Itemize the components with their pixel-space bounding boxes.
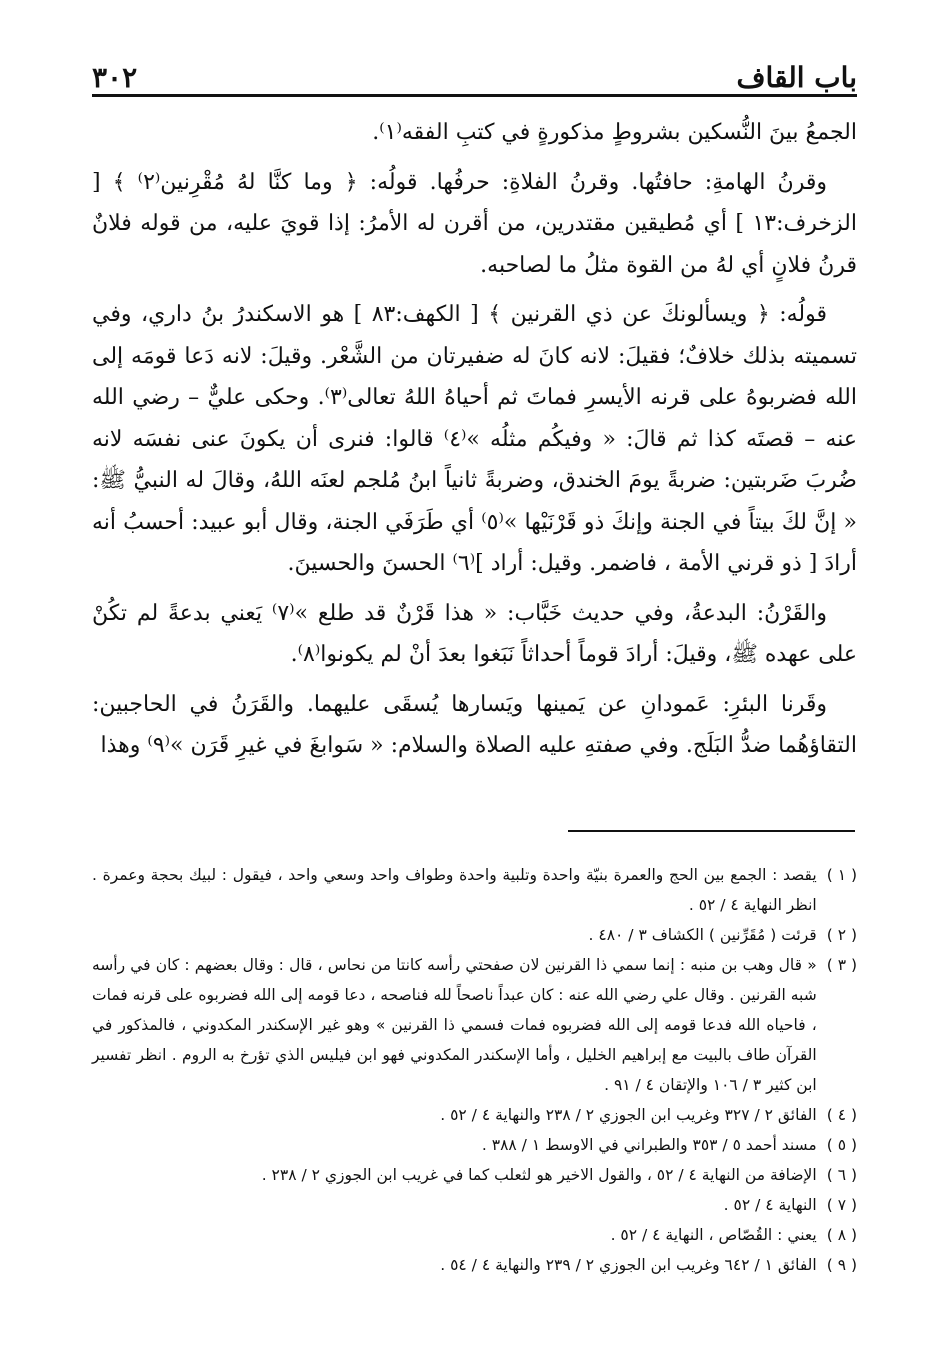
footnote-text: قرئت ( مُقَرِّنين ) الكشاف ٣ / ٤٨٠ . [588, 926, 817, 944]
footnote-9 [92, 1250, 857, 1280]
footnote-4 [92, 1100, 857, 1130]
footnotes [92, 860, 857, 1280]
paragraph-1: الجمعُ بينَ النُّسكين بشروطٍ مذكورةٍ في كتبِ الفقه⁽١⁾. [372, 120, 857, 145]
footnote-8 [92, 1220, 857, 1250]
footnote-text: « قال وهب بن منبه : إنما سمي ذا القرنين لان صفحتي رأسه كانتا من نحاس ، قال : وقال بعضهم : كان في رأسه شبه القرنين . وقال علي رضي الله عنه : كان عبداً ناصحاً لله فناصحه ، دعا قومه إلى الله فضربوه على قرنه فمات ، فاحياه الله فدعا قومه إلى الله فضربوه فمات فسمي ذا القرنين » وهو غير الإسكندر المكدوني ، فالمذكور في القرآن طاف بالبيت مع إبراهيم الخليل ، وأما الإسكندر المكدوني فهو ابن فيليس الذي تؤرخ به الروم . انظر تفسير ابن كثير ٣ / ١٠٦ والإتقان ٤ / ٩١ . [92, 956, 817, 1094]
footnote-text: يعني : القُصّاص ، النهاية ٤ / ٥٢ . [610, 1226, 817, 1244]
paragraph-2: وقرنُ الهامةِ: حافتُها. وقرنُ الفلاةِ: حرفُها. قولُه: ﴿ وما كنَّا لهُ مُقْرِنين⁽٢⁾ ﴾ [ الزخرف:١٣ ] أي مُطيقين مقتدرين، من أقرن له الأمرُ: إذا قويَ عليه، من قوله فلانٌ قرنُ فلانٍ أي لهُ من القوة مثلُ ما لصاحبه. [92, 169, 857, 278]
footnote-text: الإضافة من النهاية ٤ / ٥٢ ، والقول الاخير هو لثعلب كما في غريب ابن الجوزي ٢ / ٢٣٨ . [261, 1166, 817, 1184]
footnote-number: ( ٢ ) [826, 926, 857, 944]
footnote-5 [92, 1130, 857, 1160]
paragraph-4: والقَرْنُ: البدعةُ، وفي حديث خَبَّاب: « هذا قَرْنٌ قد طلع »⁽٧⁾ يَعني بدعةً لم تكُنْ على عهده ﷺ، وقيلَ: أرادَ قوماً أحداثاً نَبَغوا بعدَ أنْ لم يكونوا⁽٨⁾. [92, 600, 857, 667]
footnote-divider [568, 830, 855, 832]
footnote-number: ( ٥ ) [826, 1136, 857, 1154]
footnote-number: ( ٤ ) [826, 1106, 857, 1124]
footnote-number: ( ٦ ) [826, 1166, 857, 1184]
footnote-number: ( ٧ ) [826, 1196, 857, 1214]
footnote-7 [92, 1190, 857, 1220]
footnote-text: الفائق ٢ / ٣٢٧ وغريب ابن الجوزي ٢ / ٢٣٨ والنهاية ٤ / ٥٢ . [440, 1106, 817, 1124]
paragraph-3: قولُه: ﴿ ويسألونكَ عن ذي القرنين ﴾ [ الكهف:٨٣ ] هو الاسكندرُ بنُ داري، وفي تسميته بذلك خلافٌ؛ فقيلَ: لانه كانَ له ضفيرتان من الشَّعْر. وقيلَ: لانه دَعا قومَه إلى الله فضربوهُ على قرنه الأيسرِ فماتَ ثم أحياهُ اللهُ تعالى⁽٣⁾. وحكى عليٌّ – رضي الله عنه – قصتَه كذا ثم قالَ: « وفيكُم مثلُه »⁽٤⁾ قالوا: فنرى أن يكونَ عنى نفسَه لانه ضُربَ ضَربتين: ضربةً يومَ الخندق، وضربةً ثانياً ابنُ مُلجم لعنَه اللهُ، وقالَ له النبيُّ ﷺ: « إنَّ لكَ بيتاً في الجنة وإنكَ ذو قَرْنَيْها »⁽٥⁾ أي طَرَفَي الجنة، وقال أبو عبيد: أحسبُ أنه أرادَ [ ذو قرني الأمة ، فاضمر. وقيل: أراد ]⁽٦⁾ الحسنَ والحسينَ. [92, 302, 858, 576]
main-text [92, 112, 857, 775]
page-number: ٣٠٢ [92, 61, 138, 94]
page-header [92, 50, 857, 94]
footnote-text: مسند أحمد ٥ / ٣٥٣ والطبراني في الاوسط ١ / ٣٨٨ . [481, 1136, 817, 1154]
paragraph-5: وقَرنا البئرِ: عَمودانِ عن يَمينها ويَسارها يُسقَى عليهما. والقَرَنُ في الحاجبين: التقاؤهُما ضدُّ البَلَج. وفي صفتهِ عليه الصلاة والسلام: « سَوابغَ في غيرِ قَرَن »⁽٩⁾ وهذا [92, 691, 857, 758]
footnote-2 [92, 920, 857, 950]
footnote-text: الفائق ١ / ٦٤٢ وغريب ابن الجوزي ٢ / ٢٣٩ والنهاية ٤ / ٥٤ . [440, 1256, 817, 1274]
footnote-number: ( ٩ ) [826, 1256, 857, 1274]
footnote-number: ( ٨ ) [826, 1226, 857, 1244]
footnote-6 [92, 1160, 857, 1190]
footnote-number: ( ٣ ) [826, 956, 857, 974]
chapter-title: باب القاف [736, 61, 857, 94]
header-divider [92, 94, 857, 97]
footnote-number: ( ١ ) [826, 866, 857, 884]
footnote-3 [92, 950, 857, 1100]
footnote-text: يقصد : الجمع بين الحج والعمرة بنيّة واحدة وتلبية واحدة وطواف واحد وسعي واحد ، فيقول : لبيك بحجة وعمرة . انظر النهاية ٤ / ٥٢ . [92, 866, 817, 914]
footnote-text: النهاية ٤ / ٥٢ . [723, 1196, 817, 1214]
footnote-1 [92, 860, 857, 920]
